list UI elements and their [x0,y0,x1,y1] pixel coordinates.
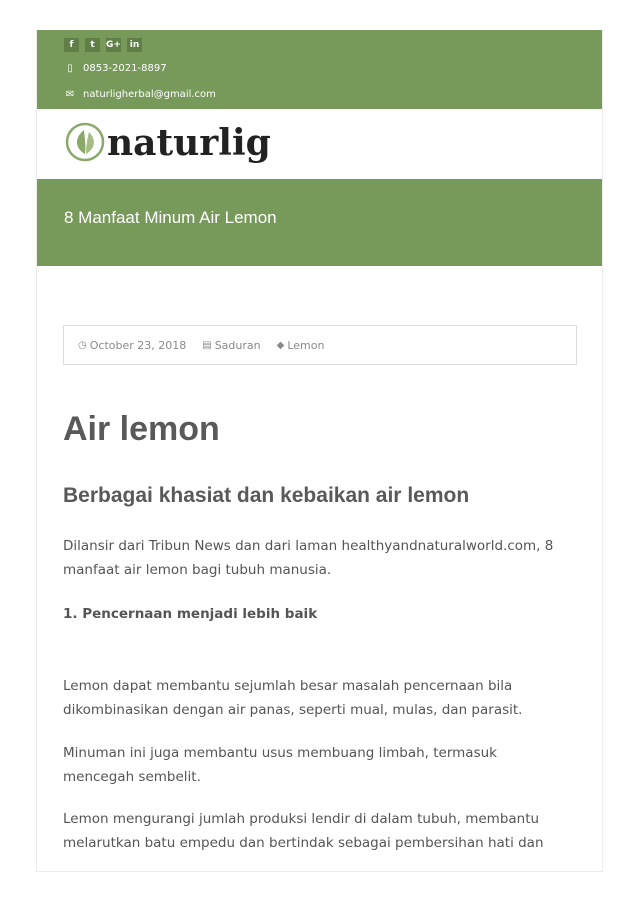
email-address[interactable]: naturligherbal@gmail.com [83,89,216,100]
contact-email [65,89,216,100]
logo-row [37,109,603,179]
post-category[interactable]: Saduran [214,338,261,352]
phone-number[interactable]: 0853-2021-8897 [83,63,167,74]
article-subheading: Berbagai khasiat dan kebaikan air lemon [63,484,470,507]
envelope-icon: ✉ [65,89,75,100]
title-band [37,179,603,266]
article-heading: Air lemon [63,410,220,448]
top-bar [37,30,603,109]
clock-icon: ◷ [78,339,87,351]
folder-icon: ▤ [202,339,212,351]
post-date[interactable]: October 23, 2018 [89,338,187,352]
google-plus-icon[interactable]: G+ [106,40,121,50]
contact-phone [65,63,167,74]
social-links [64,38,142,52]
article-paragraph: Dilansir dari Tribun News dan dari laman healthyandnaturalworld.com, 8 manfaat air lemon bagi tubuh manusia. [63,538,554,578]
logo-text[interactable]: naturlig [107,122,271,164]
facebook-icon[interactable]: f [64,38,79,52]
article-paragraph: Minuman ini juga membantu usus membuang limbah, termasuk mencegah sembelit. [63,745,497,785]
leaf-logo-icon[interactable] [65,122,105,162]
post-tag[interactable]: Lemon [287,338,325,352]
page-title: 8 Manfaat Minum Air Lemon [64,208,277,227]
linkedin-icon[interactable]: in [127,38,142,52]
phone-icon: ▯ [67,63,73,74]
article-point-heading: 1. Pencernaan menjadi lebih baik [63,606,318,622]
meta-tag [277,339,325,352]
meta-date [78,339,186,352]
meta-category [202,339,260,352]
article-paragraph: Lemon mengurangi jumlah produksi lendir di dalam tubuh, membantu melarutkan batu empedu dan bertindak sebagai pembersihan hati dan [63,811,544,851]
page-container [36,30,603,872]
post-meta [63,325,577,365]
article-paragraph: Lemon dapat membantu sejumlah besar masalah pencernaan bila dikombinasikan dengan air panas, seperti mual, mulas, dan parasit. [63,678,523,718]
tag-icon: ◆ [276,339,285,351]
twitter-icon[interactable]: t [85,38,100,52]
